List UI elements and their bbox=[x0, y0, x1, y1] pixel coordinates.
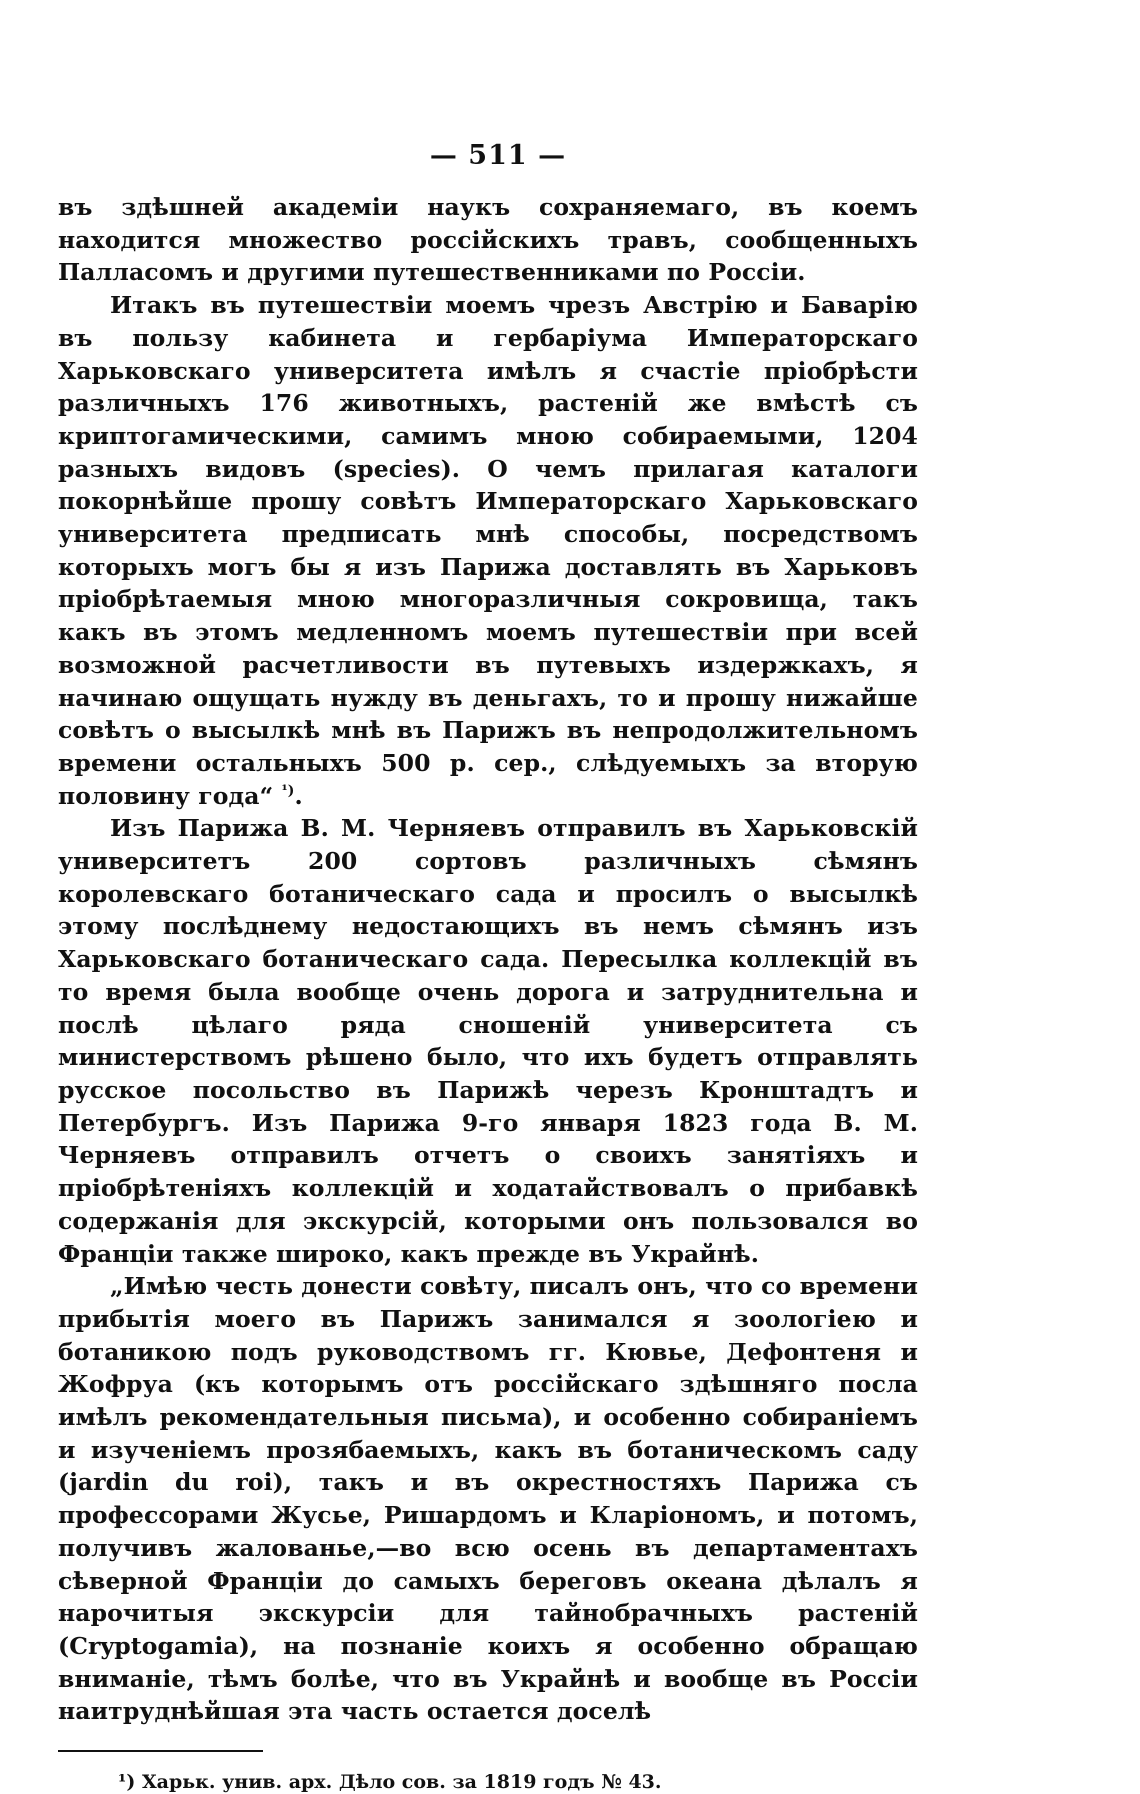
footnote-divider bbox=[58, 1750, 263, 1752]
paragraph-2 bbox=[58, 289, 918, 812]
paragraph-2-text: Итакъ въ путешествіи моемъ чрезъ Австрію и Баварію въ пользу кабинета и гербаріума Императорскаго Харьковскаго университета имѣлъ я счастіе пріобрѣсти различныхъ 176 животныхъ, растеній же вмѣстѣ съ криптогамическими, самимъ мною собираемыми, 1204 разныхъ видовъ (species). О чемъ прилагая каталоги покорнѣйше прошу совѣтъ Императорскаго Харьковскаго университета предписать мнѣ способы, посредствомъ которыхъ могъ бы я изъ Парижа доставлять въ Харьковъ пріобрѣтаемыя мною многоразличныя сокровища, такъ какъ въ этомъ медленномъ моемъ путешествіи при всей возможной расчетливости въ путевыхъ издержкахъ, я начинаю ощущать нужду въ деньгахъ, то и прошу нижайше совѣтъ о высылкѣ мнѣ въ Парижъ въ непродолжительномъ времени остальныхъ 500 р. сер., слѣдуемыхъ за вторую половину года“ bbox=[58, 291, 918, 810]
paragraph-2-end: . bbox=[294, 781, 303, 810]
document-page bbox=[58, 140, 918, 1794]
footnote-marker: ¹) bbox=[118, 1771, 136, 1794]
footnote bbox=[58, 1770, 918, 1794]
body-text bbox=[58, 191, 918, 1728]
page-number: — 511 — bbox=[429, 140, 567, 171]
paragraph-1: въ здѣшней академіи наукъ сохраняемаго, въ коемъ находится множество россійскихъ травъ, сообщенныхъ Палласомъ и другими путешественниками по Россіи. bbox=[58, 193, 918, 287]
footnote-text: Харьк. унив. арх. Дѣло сов. за 1819 годъ № 43. bbox=[141, 1771, 662, 1794]
paragraph-3: Изъ Парижа В. М. Черняевъ отправилъ въ Харьковскій университетъ 200 сортовъ различныхъ сѣмянъ королевскаго ботаническаго сада и просилъ о высылкѣ этому послѣднему недостающихъ въ немъ сѣмянъ изъ Харьковскаго ботаническаго сада. Пересылка коллекцій въ то время была вообще очень дорога и затруднительна и послѣ цѣлаго ряда сношеній университета съ министерствомъ рѣшено было, что ихъ будетъ отправлять русское посольство въ Парижѣ черезъ Кронштадтъ и Петербургъ. Изъ Парижа 9-го января 1823 года В. М. Черняевъ отправилъ отчетъ о своихъ занятіяхъ и пріобрѣтеніяхъ коллекцій и ходатайствовалъ о прибавкѣ содержанія для экскурсій, которыми онъ пользовался во Франціи также широко, какъ прежде въ Украйнѣ. bbox=[58, 814, 918, 1268]
paragraph-4: „Имѣю честь донести совѣту, писалъ онъ, что со времени прибытія моего въ Парижъ занимался я зоологіею и ботаникою подъ руководствомъ гг. Кювье, Дефонтеня и Жофруа (къ которымъ отъ россійскаго здѣшняго посла имѣлъ рекомендательныя письма), и особенно собираніемъ и изученіемъ прозябаемыхъ, какъ въ ботаническомъ саду (jardin du roi), такъ и въ окрестностяхъ Парижа съ профессорами Жусье, Ришардомъ и Кларіономъ, и потомъ, получивъ жалованье,—во всю осень въ департаментахъ сѣверной Франціи до самыхъ береговъ океана дѣлалъ я нарочитыя экскурсіи для тайнобрачныхъ растеній (Cryptogamia), на познаніе коихъ я особенно обращаю вниманіе, тѣмъ болѣе, что въ Украйнѣ и вообще въ Россіи наитруднѣйшая эта часть остается доселѣ bbox=[58, 1272, 918, 1726]
footnote-reference: ¹) bbox=[281, 782, 295, 799]
